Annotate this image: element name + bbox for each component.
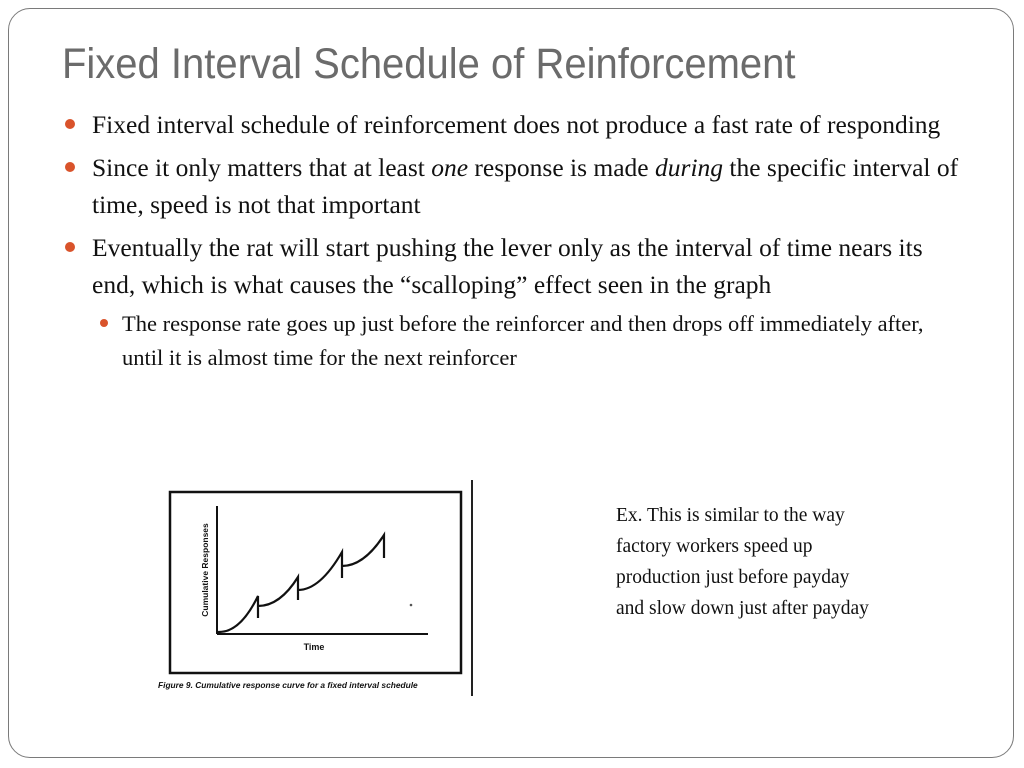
scallop-curve xyxy=(218,535,384,632)
example-note xyxy=(616,500,936,624)
note-line: and slow down just after payday xyxy=(616,598,869,619)
figure-graphic xyxy=(150,478,480,700)
bullet-item xyxy=(62,149,962,223)
sub-bullet-dot-icon xyxy=(100,319,108,327)
cumulative-response-figure xyxy=(150,478,480,700)
bullet-text: response is made xyxy=(468,153,656,182)
bullet-text: the specific interval of time, speed is not that important xyxy=(92,153,959,219)
sub-bullet-item xyxy=(92,307,962,375)
bullet-dot-icon xyxy=(65,119,75,129)
sub-bullet-text: The response rate goes up just before the reinforcer and then drops off immediately after, until it is almost time for the next reinforcer xyxy=(122,311,924,370)
x-axis-label: Time xyxy=(303,642,325,652)
bullet-dot-icon xyxy=(65,162,75,172)
bullet-item xyxy=(62,229,962,375)
bullet-list xyxy=(62,106,962,381)
bullet-text: Eventually the rat will start pushing the lever only as the interval of time nears its end, which is what causes the “scalloping” effect seen in the graph xyxy=(92,233,923,299)
emphasis-text: one xyxy=(431,153,469,182)
sub-bullet-list xyxy=(92,307,962,375)
bullet-text: Since it only matters that at least xyxy=(92,153,432,182)
bullet-item xyxy=(62,106,962,143)
y-axis-label: Cumulative Responses xyxy=(200,523,210,617)
bullet-text: Fixed interval schedule of reinforcement does not produce a fast rate of responding xyxy=(92,110,941,139)
note-line: Ex. This is similar to the way xyxy=(616,505,845,526)
note-line: production just before payday xyxy=(616,567,850,588)
note-line: factory workers speed up xyxy=(616,536,813,557)
bullet-dot-icon xyxy=(65,242,75,252)
scan-speck xyxy=(410,604,413,607)
slide-title: Fixed Interval Schedule of Reinforcement xyxy=(62,40,796,88)
figure-caption: Figure 9. Cumulative response curve for a fixed interval schedule xyxy=(158,680,418,690)
emphasis-text: during xyxy=(655,153,724,182)
